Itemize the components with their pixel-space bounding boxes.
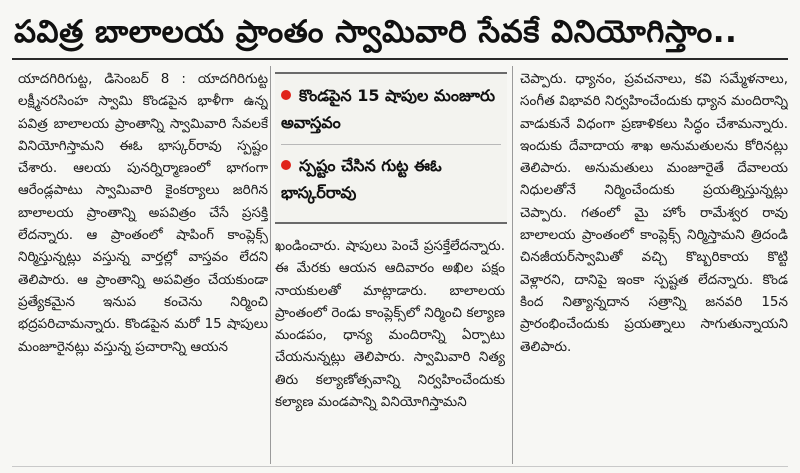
bottom-rule (12, 466, 788, 467)
subheadline-separator (281, 144, 501, 145)
headline: పవిత్ర బాలాలయ ప్రాంతం స్వామివారి సేవకే వినియోగిస్తాం.. (14, 14, 738, 50)
column-divider-2 (512, 66, 513, 464)
subheadline-1 (281, 82, 503, 136)
article-column-3 (520, 68, 788, 466)
subheadline-box (275, 72, 507, 224)
subheadline-1-text: కొండపైన 15 షాపుల మంజూరు అవాస్తవం (281, 86, 496, 132)
subheadline-2 (281, 152, 503, 206)
column-divider-1 (270, 66, 271, 464)
article-column-2-text: ఖండించారు. షాపులు పెంచే ప్రసక్తేలేదన్నారు. ఈ మేరకు ఆయన ఆదివారం అఖిల పక్షం నాయకులతో మాట్లాడారు. బాలాలయ ప్రాంతంలో రెండు కాంప్లెక్స్‌లో నిర్మించి కల్యాణ మండపం, ధాన్య మందిరాన్ని ఏర్పాటు చేయనున్నట్లు తెలిపారు. స్వామివారి నిత్య తిరు కల్యాణోత్సవాన్ని నిర్వహించేందుకు కల్యాణ మండపాన్ని వినియోగిస్తామని (275, 238, 505, 411)
article-column-1-text: యాదగిరిగుట్ట, డిసెంబర్‌ 8 : యాదగిరిగుట్ట లక్ష్మీనరసింహ స్వామి కొండపైన భాళీగా ఉన్న పవిత్ర బాలాలయ ప్రాంతాన్ని స్వామివారి సేవలకే వినియోగిస్తామని ఈఓ భాస్కర్‌రావు స్పష్టం చేశారు. ఆలయ పునర్నిర్మాణంలో భాగంగా ఆరేండ్లపాటు స్వామివారి కైంకర్యాలు జరిగిన బాలాలయ ప్రాంతాన్ని అపవిత్రం చేసే ప్రసక్తి లేదన్నారు. ఆ ప్రాంతంలో షాపింగ్‌ కాంప్లెక్స్‌ నిర్మిస్తున్నట్లు వస్తున్న వార్తల్లో వాస్తవం లేదని తెలిపారు. ఆ ప్రాంతాన్ని అపవిత్రం చేయకుండా ప్రత్యేకమైన ఇనుప కంచెను నిర్మించి భద్రపరిచామన్నారు. కొండపైన మరో 15 షాపులు మంజూరైనట్లు వస్తున్న ప్రచారాన్ని ఆయన (18, 71, 268, 355)
article-column-2 (275, 235, 505, 465)
subheadline-2-text: స్పష్టం చేసిన గుట్ట ఈఓ భాస్కర్‌రావు (281, 156, 442, 202)
article-column-3-text: చెప్పారు. ధ్యానం, ప్రవచనాలు, కవి సమ్మేళనాలు, సంగీత విభావరి నిర్వహించేందుకు ధ్యాన మందిరాన్ని వాడుకునే విధంగా ప్రణాళికలు సిద్ధం చేశామన్నారు. ఇందుకు దేవాదాయ శాఖ అనుమతులను కోరినట్లు తెలిపారు. అనుమతులు మంజూరైతే దేవాలయ నిధులతోనే నిర్మించేందుకు ప్రయత్నిస్తున్నట్లు చెప్పారు. గతంలో మై హోం రామేశ్వర రావు బాలాలయ ప్రాంతంలో కాంప్లెక్స్‌ నిర్మిస్తామని త్రిదండి చినజీయర్‌స్వామితో వచ్చి కొబ్బరికాయ కొట్టి వెళ్లారని, దానిపై ఇంకా స్పష్టత లేదన్నారు. కొండ కింద నిత్యాన్నదాన సత్రాన్ని జనవరి 15న ప్రారంభించేందుకు ప్రయత్నాలు సాగుతున్నాయని తెలిపారు. (520, 71, 788, 355)
headline-rule (12, 58, 788, 60)
bullet-icon (281, 160, 291, 170)
bullet-icon (281, 90, 291, 100)
article-column-1 (18, 68, 268, 466)
